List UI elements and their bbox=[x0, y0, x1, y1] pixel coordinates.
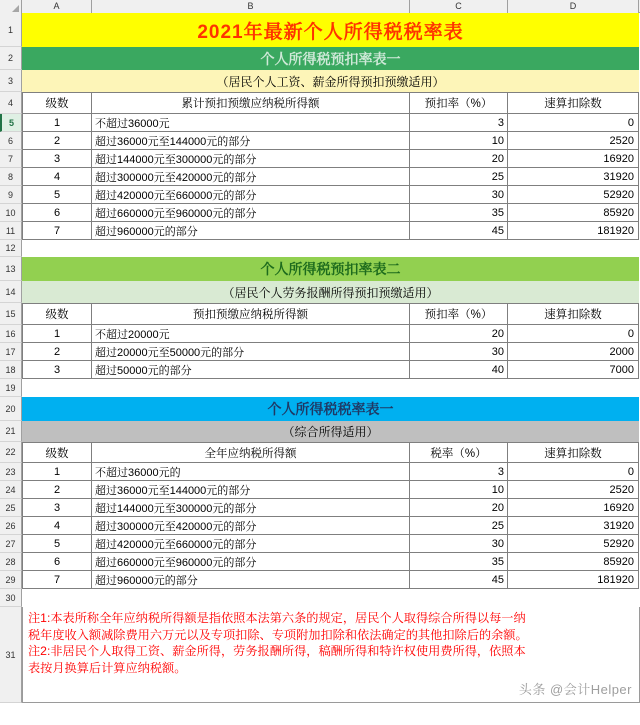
cell-deduction[interactable]: 181920 bbox=[508, 571, 639, 589]
cell-rate[interactable]: 30 bbox=[410, 535, 508, 553]
notes-cell[interactable] bbox=[22, 607, 640, 703]
empty-cell[interactable] bbox=[22, 589, 92, 607]
cell-deduction[interactable]: 52920 bbox=[508, 186, 639, 204]
note1-line2: 税年度收入额减除费用六万元以及专项扣除、专项附加扣除和依法确定的其他扣除后的余额。 bbox=[28, 627, 528, 642]
cell-deduction[interactable]: 16920 bbox=[508, 499, 639, 517]
sheet-grid bbox=[0, 13, 640, 710]
cell-deduction[interactable]: 0 bbox=[508, 114, 639, 132]
col-header-deduction: 速算扣除数 bbox=[508, 303, 639, 325]
cell-bracket[interactable]: 超过144000元至300000元的部分 bbox=[92, 150, 410, 168]
cell-deduction[interactable]: 2520 bbox=[508, 481, 639, 499]
cell-level[interactable]: 4 bbox=[22, 168, 92, 186]
table-row[interactable] bbox=[0, 114, 640, 132]
cell-rate[interactable]: 3 bbox=[410, 114, 508, 132]
table-row[interactable] bbox=[0, 463, 640, 481]
col-header-deduction: 速算扣除数 bbox=[508, 92, 639, 114]
cell-rate[interactable]: 10 bbox=[410, 481, 508, 499]
title-row bbox=[0, 13, 640, 47]
cell-rate[interactable]: 45 bbox=[410, 571, 508, 589]
spacer-row[interactable] bbox=[0, 379, 640, 397]
cell-deduction[interactable]: 181920 bbox=[508, 222, 639, 240]
watermark: 头条 @会计Helper bbox=[518, 682, 632, 697]
row-header[interactable]: 25 bbox=[0, 499, 22, 517]
table-row[interactable] bbox=[0, 481, 640, 499]
row-header[interactable]: 22 bbox=[0, 442, 22, 463]
table-row[interactable] bbox=[0, 553, 640, 571]
cell-rate[interactable]: 35 bbox=[410, 553, 508, 571]
cell-level[interactable]: 1 bbox=[22, 114, 92, 132]
cell-deduction[interactable]: 0 bbox=[508, 325, 639, 343]
section1-header-row bbox=[0, 92, 640, 114]
cell-bracket[interactable]: 超过144000元至300000元的部分 bbox=[92, 499, 410, 517]
empty-cell[interactable] bbox=[92, 240, 410, 257]
cell-deduction[interactable]: 85920 bbox=[508, 204, 639, 222]
row-header[interactable]: 4 bbox=[0, 92, 22, 114]
cell-deduction[interactable]: 52920 bbox=[508, 535, 639, 553]
empty-cell[interactable] bbox=[22, 240, 92, 257]
table-row[interactable] bbox=[0, 222, 640, 240]
section3-subtitle-row bbox=[0, 421, 640, 442]
cell-level[interactable]: 1 bbox=[22, 463, 92, 481]
cell-bracket[interactable]: 超过300000元至420000元的部分 bbox=[92, 168, 410, 186]
cell-deduction[interactable]: 2000 bbox=[508, 343, 639, 361]
row-header[interactable]: 19 bbox=[0, 379, 22, 397]
cell-rate[interactable]: 3 bbox=[410, 463, 508, 481]
notes-row bbox=[0, 607, 640, 703]
section2-banner-title: 个人所得税预扣率表二 bbox=[22, 257, 639, 281]
cell-bracket[interactable]: 不超过20000元 bbox=[92, 325, 410, 343]
row-header[interactable]: 14 bbox=[0, 281, 22, 303]
cell-bracket[interactable]: 不超过36000元的 bbox=[92, 463, 410, 481]
table-row[interactable] bbox=[0, 150, 640, 168]
row-header[interactable]: 21 bbox=[0, 421, 22, 442]
cell-deduction[interactable]: 31920 bbox=[508, 517, 639, 535]
row-header[interactable]: 15 bbox=[0, 303, 22, 325]
cell-deduction[interactable]: 31920 bbox=[508, 168, 639, 186]
section2-subtitle: （居民个人劳务报酬所得预扣预缴适用） bbox=[22, 281, 639, 303]
table-row[interactable] bbox=[0, 132, 640, 150]
cell-bracket[interactable]: 超过960000元的部分 bbox=[92, 571, 410, 589]
note1-line1: 注1:本表所称全年应纳税所得额是指依照本法第六条的规定，居民个人取得综合所得以每一纳 bbox=[28, 611, 526, 625]
row-header[interactable]: 1 bbox=[0, 13, 22, 47]
cell-rate[interactable]: 25 bbox=[410, 168, 508, 186]
cell-level[interactable]: 5 bbox=[22, 186, 92, 204]
row-header[interactable]: 8 bbox=[0, 168, 22, 186]
cell-level[interactable]: 3 bbox=[22, 499, 92, 517]
cell-rate[interactable]: 30 bbox=[410, 186, 508, 204]
cell-deduction[interactable]: 16920 bbox=[508, 150, 639, 168]
col-header-level: 级数 bbox=[22, 303, 92, 325]
row-header[interactable]: 31 bbox=[0, 607, 22, 703]
spacer-row[interactable] bbox=[0, 240, 640, 257]
table-row[interactable] bbox=[0, 168, 640, 186]
cell-deduction[interactable]: 2520 bbox=[508, 132, 639, 150]
cell-rate[interactable]: 30 bbox=[410, 343, 508, 361]
row-header-selected[interactable]: 5 bbox=[0, 114, 22, 132]
col-header-bracket: 预扣预缴应纳税所得额 bbox=[92, 303, 410, 325]
cell-level[interactable]: 3 bbox=[22, 361, 92, 379]
row-header[interactable]: 12 bbox=[0, 240, 22, 257]
empty-cell[interactable] bbox=[508, 589, 639, 607]
empty-cell[interactable] bbox=[410, 240, 508, 257]
cell-deduction[interactable]: 0 bbox=[508, 463, 639, 481]
row-header[interactable]: 30 bbox=[0, 589, 22, 607]
column-header-d[interactable]: D bbox=[508, 0, 639, 13]
empty-cell[interactable] bbox=[410, 379, 508, 397]
row-header[interactable]: 3 bbox=[0, 70, 22, 92]
row-header[interactable]: 27 bbox=[0, 535, 22, 553]
col-header-bracket: 全年应纳税所得额 bbox=[92, 442, 410, 463]
cell-level[interactable]: 7 bbox=[22, 222, 92, 240]
cell-level[interactable]: 2 bbox=[22, 132, 92, 150]
select-all-corner[interactable] bbox=[0, 0, 22, 13]
row-header[interactable]: 17 bbox=[0, 343, 22, 361]
table-row[interactable] bbox=[0, 204, 640, 222]
column-header-c[interactable]: C bbox=[410, 0, 508, 13]
row-header[interactable]: 24 bbox=[0, 481, 22, 499]
cell-level[interactable]: 6 bbox=[22, 553, 92, 571]
section1-banner-row bbox=[0, 47, 640, 70]
spacer-row[interactable] bbox=[0, 589, 640, 607]
cell-level[interactable]: 2 bbox=[22, 481, 92, 499]
section2-banner-row bbox=[0, 257, 640, 281]
column-header-b[interactable]: B bbox=[92, 0, 410, 13]
sheet-bottom-padding bbox=[0, 703, 640, 710]
cell-bracket[interactable]: 超过50000元的部分 bbox=[92, 361, 410, 379]
cell-level[interactable]: 3 bbox=[22, 150, 92, 168]
table-row[interactable] bbox=[0, 361, 640, 379]
col-header-bracket: 累计预扣预缴应纳税所得额 bbox=[92, 92, 410, 114]
section3-header-row bbox=[0, 442, 640, 463]
col-header-rate: 税率（%） bbox=[410, 442, 508, 463]
section3-subtitle: （综合所得适用） bbox=[22, 421, 639, 442]
cell-rate[interactable]: 25 bbox=[410, 517, 508, 535]
cell-level[interactable]: 7 bbox=[22, 571, 92, 589]
note2-line1: 注2:非居民个人取得工资、薪金所得，劳务报酬所得，稿酬所得和特许权使用费所得，依照本 bbox=[28, 644, 526, 658]
cell-rate[interactable]: 20 bbox=[410, 499, 508, 517]
cell-rate[interactable]: 45 bbox=[410, 222, 508, 240]
section1-subtitle: （居民个人工资、薪金所得预扣预缴适用） bbox=[22, 70, 639, 92]
page-title: 2021年最新个人所得税税率表 bbox=[22, 13, 639, 47]
row-header[interactable]: 23 bbox=[0, 463, 22, 481]
cell-level[interactable]: 5 bbox=[22, 535, 92, 553]
cell-bracket[interactable]: 超过420000元至660000元的部分 bbox=[92, 535, 410, 553]
row-header[interactable]: 16 bbox=[0, 325, 22, 343]
cell-bracket[interactable]: 超过36000元至144000元的部分 bbox=[92, 132, 410, 150]
row-header[interactable]: 28 bbox=[0, 553, 22, 571]
cell-level[interactable]: 6 bbox=[22, 204, 92, 222]
table-row[interactable] bbox=[0, 343, 640, 361]
table-row[interactable] bbox=[0, 325, 640, 343]
cell-bracket[interactable]: 超过960000元的部分 bbox=[92, 222, 410, 240]
row-header[interactable]: 9 bbox=[0, 186, 22, 204]
cell-rate[interactable]: 10 bbox=[410, 132, 508, 150]
column-header-a[interactable]: A bbox=[22, 0, 92, 13]
row-header[interactable]: 26 bbox=[0, 517, 22, 535]
cell-bracket[interactable]: 超过36000元至144000元的部分 bbox=[92, 481, 410, 499]
row-header[interactable]: 13 bbox=[0, 257, 22, 281]
cell-rate[interactable]: 40 bbox=[410, 361, 508, 379]
column-header-bar bbox=[0, 0, 640, 13]
cell-rate[interactable]: 20 bbox=[410, 150, 508, 168]
row-header[interactable]: 20 bbox=[0, 397, 22, 421]
cell-level[interactable]: 2 bbox=[22, 343, 92, 361]
cell-level[interactable]: 4 bbox=[22, 517, 92, 535]
table-row[interactable] bbox=[0, 571, 640, 589]
cell-bracket[interactable]: 超过20000元至50000元的部分 bbox=[92, 343, 410, 361]
cell-bracket[interactable]: 超过300000元至420000元的部分 bbox=[92, 517, 410, 535]
cell-bracket[interactable]: 超过660000元至960000元的部分 bbox=[92, 204, 410, 222]
section3-banner-row bbox=[0, 397, 640, 421]
cell-rate[interactable]: 20 bbox=[410, 325, 508, 343]
row-header[interactable]: 18 bbox=[0, 361, 22, 379]
row-header[interactable]: 29 bbox=[0, 571, 22, 589]
table-row[interactable] bbox=[0, 517, 640, 535]
col-header-level: 级数 bbox=[22, 442, 92, 463]
section2-header-row bbox=[0, 303, 640, 325]
section1-banner-title: 个人所得税预扣率表一 bbox=[22, 47, 639, 70]
row-header[interactable]: 7 bbox=[0, 150, 22, 168]
note2-line2: 表按月换算后计算应纳税额。 bbox=[28, 660, 187, 675]
cell-deduction[interactable]: 85920 bbox=[508, 553, 639, 571]
empty-cell[interactable] bbox=[508, 379, 639, 397]
col-header-level: 级数 bbox=[22, 92, 92, 114]
cell-deduction[interactable]: 7000 bbox=[508, 361, 639, 379]
section3-banner-title: 个人所得税税率表一 bbox=[22, 397, 639, 421]
cell-level[interactable]: 1 bbox=[22, 325, 92, 343]
empty-cell[interactable] bbox=[92, 379, 410, 397]
section2-subtitle-row bbox=[0, 281, 640, 303]
empty-cell[interactable] bbox=[22, 379, 92, 397]
cell-rate[interactable]: 35 bbox=[410, 204, 508, 222]
empty-cell[interactable] bbox=[410, 589, 508, 607]
empty-cell[interactable] bbox=[508, 240, 639, 257]
section1-subtitle-row bbox=[0, 70, 640, 92]
row-header[interactable]: 6 bbox=[0, 132, 22, 150]
row-header[interactable]: 2 bbox=[0, 47, 22, 70]
cell-bracket[interactable]: 超过420000元至660000元的部分 bbox=[92, 186, 410, 204]
col-header-rate: 预扣率（%） bbox=[410, 303, 508, 325]
table-row[interactable] bbox=[0, 535, 640, 553]
col-header-deduction: 速算扣除数 bbox=[508, 442, 639, 463]
col-header-rate: 预扣率（%） bbox=[410, 92, 508, 114]
cell-bracket[interactable]: 不超过36000元 bbox=[92, 114, 410, 132]
row-header[interactable]: 11 bbox=[0, 222, 22, 240]
table-row[interactable] bbox=[0, 186, 640, 204]
cell-bracket[interactable]: 超过660000元至960000元的部分 bbox=[92, 553, 410, 571]
table-row[interactable] bbox=[0, 499, 640, 517]
row-header[interactable]: 10 bbox=[0, 204, 22, 222]
empty-cell[interactable] bbox=[92, 589, 410, 607]
